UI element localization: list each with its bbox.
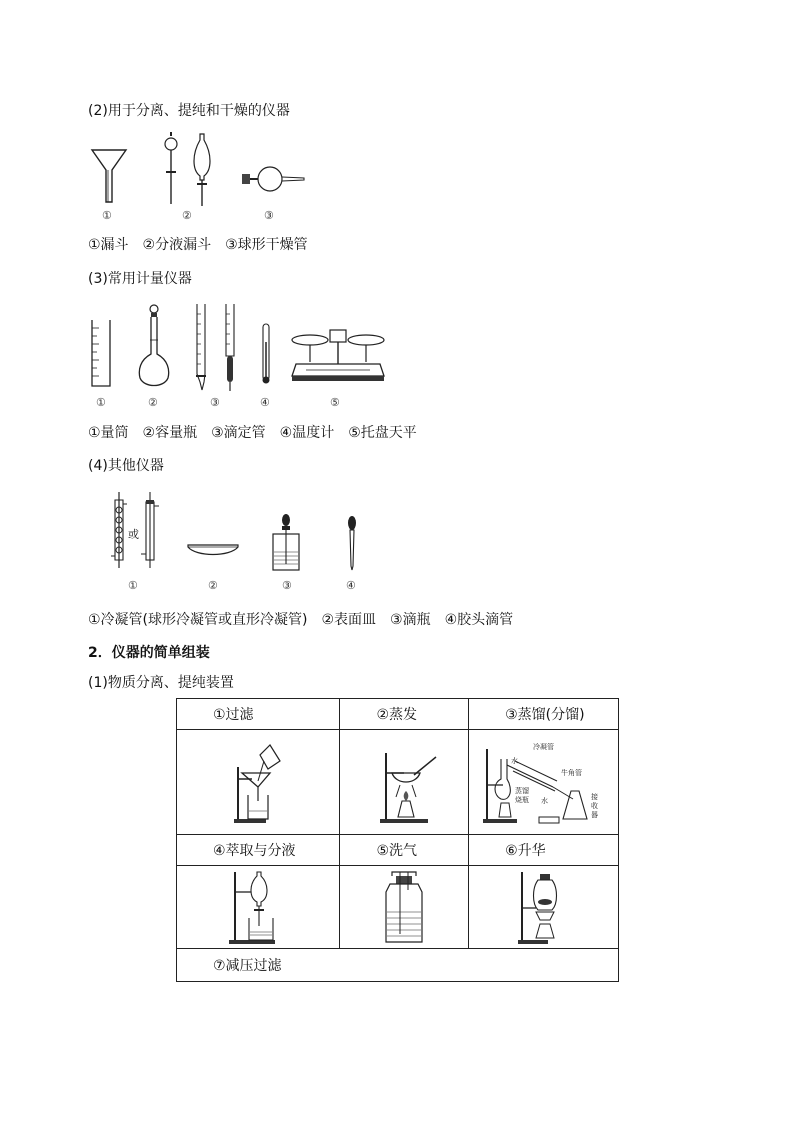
distill-label-flask2: 烧瓶 — [514, 796, 529, 804]
cell-evaporation-label: ②蒸发 — [340, 699, 469, 730]
sublimation-apparatus-figure — [514, 868, 574, 946]
cell-extraction-label: ④萃取与分液 — [177, 835, 340, 866]
burets-figure — [194, 302, 242, 392]
distill-label-water2: 水 — [540, 797, 548, 805]
figure-number: ② — [182, 209, 192, 222]
subheading-separation-devices: (1)物质分离、提纯装置 — [88, 675, 234, 691]
devices-table — [176, 698, 619, 982]
separatory-funnel-figure — [160, 132, 216, 208]
cell-distillation-label: ③蒸馏(分馏) — [469, 699, 619, 730]
cell-gas-washing-figure — [340, 866, 469, 949]
cell-filtration-figure — [177, 730, 340, 835]
distill-label-condenser: 冷凝管 — [532, 743, 554, 751]
figure-number: ⑤ — [330, 396, 340, 409]
cell-extraction-figure — [177, 866, 340, 949]
cell-filtration-label: ①过滤 — [177, 699, 340, 730]
distill-label-adapter: 牛角管 — [560, 769, 582, 777]
figure-number: ① — [128, 579, 138, 592]
section-heading-separation: (2)用于分离、提纯和干燥的仪器 — [88, 103, 290, 119]
watch-glass-figure — [186, 544, 240, 558]
filtration-apparatus-figure — [218, 739, 298, 825]
gas-washing-bottle-figure — [374, 868, 434, 946]
cell-evaporation-figure — [340, 730, 469, 835]
distillation-apparatus-figure — [479, 739, 609, 825]
funnel-figure — [90, 146, 130, 204]
figure-number: ④ — [346, 579, 356, 592]
figure-number: ② — [208, 579, 218, 592]
cell-gas-washing-label: ⑤洗气 — [340, 835, 469, 866]
cell-sublimation-label: ⑥升华 — [469, 835, 619, 866]
distill-label-receiver2: 收 — [590, 802, 598, 810]
cell-vacuum-filtration-label: ⑦减压过滤 — [177, 949, 619, 982]
figure-number: ② — [148, 396, 158, 409]
dropping-bottle-figure — [270, 514, 302, 572]
evaporation-apparatus-figure — [364, 739, 444, 825]
caption-separation: ①漏斗 ②分液漏斗 ③球形干燥管 — [88, 237, 308, 253]
cell-sublimation-figure — [469, 866, 619, 949]
caption-measure: ①量筒 ②容量瓶 ③滴定管 ④温度计 ⑤托盘天平 — [88, 425, 417, 441]
balance-figure — [290, 326, 386, 384]
distill-label-water1: 水 — [510, 757, 518, 765]
figure-number: ① — [102, 209, 112, 222]
drying-tube-figure — [240, 162, 306, 196]
section-heading-measure: (3)常用计量仪器 — [88, 271, 192, 287]
figure-number: ① — [96, 396, 106, 409]
thermometer-figure — [260, 322, 272, 386]
section-heading-other: (4)其他仪器 — [88, 458, 164, 474]
figure-number: ③ — [210, 396, 220, 409]
graduated-cylinder-figure — [90, 318, 112, 388]
figure-number: ③ — [264, 209, 274, 222]
volumetric-flask-figure — [136, 304, 172, 390]
dropper-figure — [346, 516, 358, 570]
section-heading-assembly: 2．仪器的简单组装 — [88, 645, 210, 661]
cell-distillation-figure — [469, 730, 619, 835]
figure-number: ④ — [260, 396, 270, 409]
caption-other: ①冷凝管(球形冷凝管或直形冷凝管) ②表面皿 ③滴瓶 ④胶头滴管 — [88, 612, 514, 628]
figure-number: ③ — [282, 579, 292, 592]
distill-label-receiver1: 接 — [590, 793, 598, 801]
extraction-apparatus-figure — [223, 868, 293, 946]
distill-label-receiver3: 器 — [590, 811, 598, 819]
or-label: 或 — [128, 528, 139, 541]
distill-label-flask1: 蒸馏 — [514, 787, 529, 795]
